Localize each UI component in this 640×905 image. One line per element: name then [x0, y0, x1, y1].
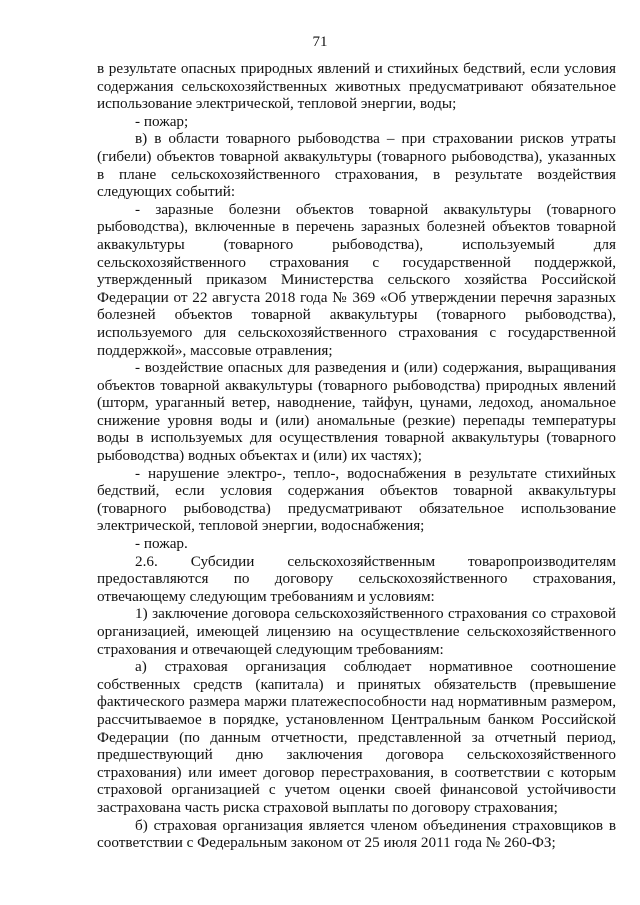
- page-number: 71: [312, 34, 328, 50]
- requirement-b: б) страховая организация является членом объединения страховщиков в соответствии с Федеральным законом от 25 июля 2011 года № 260-ФЗ;: [97, 816, 616, 852]
- section-2-6: 2.6. Субсидии сельскохозяйственным товаропроизводителям предоставляются по договору сельскохозяйственного страхования, отвечающему следующим требованиям и условиям:: [97, 552, 616, 605]
- list-item-contagious-diseases: - заразные болезни объектов товарной аквакультуры (товарного рыбоводства), включенные в перечень заразных болезней объектов товарной аквакультуры (товарного рыбоводства), используемый для сельскохозяйственного страхования с государственной поддержкой, утвержденный приказом Министерства сельского хозяйства Российской Федерации от 22 августа 2018 года № 369 «Об утверждении перечня заразных болезней объектов товарной аквакультуры (товарного рыбоводства), используемого для сельскохозяйственного страхования с государственной поддержкой», массовые отравления;: [97, 200, 616, 359]
- list-item-utilities-disruption: - нарушение электро-, тепло-, водоснабжения в результате стихийных бедствий, если условия содержания объектов товарной аквакультуры (товарного рыбоводства) предусматривают обязательное использование электрической, тепловой энергии, водоснабжения;: [97, 464, 616, 535]
- list-item-fire-2: - пожар.: [135, 535, 188, 553]
- document-body: [97, 60, 616, 852]
- requirement-a: а) страховая организация соблюдает нормативное соотношение собственных средств (капитала) и принятых обязательств (превышение фактического размера маржи платежеспособности над нормативным размером, рассчитываемое в порядке, установленном Центральным банком Российской Федерации (по данным отчетности, представленной за отчетный период, предшествующий дню заключения договора сельскохозяйственного страхования) или имеет договор перестрахования, в соответствии с которым страховой организацией с учетом оценки своей финансовой устойчивости застрахована часть риска страховой выплаты по договору страхования;: [97, 658, 616, 816]
- requirement-1: 1) заключение договора сельскохозяйственного страхования со страховой организацией, имеющей лицензию на осуществление сельскохозяйственного страхования и отвечающей следующим требованиям:: [97, 605, 616, 658]
- paragraph-fish-farming: в) в области товарного рыбоводства – при страховании рисков утраты (гибели) объектов товарной аквакультуры (товарного рыбоводства), указанных в плане сельскохозяйственного страхования, в результате воздействия следующих событий:: [97, 130, 616, 201]
- list-item-fire: - пожар;: [135, 112, 189, 130]
- list-item-natural-phenomena: - воздействие опасных для разведения и (или) содержания, выращивания объектов товарной аквакультуры (товарного рыбоводства) природных явлений (шторм, ураганный ветер, наводнение, тайфун, цунами, ледоход, аномальное снижение уровня воды и (или) аномальные (резкие) перепады температуры воды в используемых для осуществления товарной аквакультуры (товарного рыбоводства) водных объектах и (или) их частях);: [97, 359, 616, 465]
- paragraph-continuation: в результате опасных природных явлений и стихийных бедствий, если условия содержания сельскохозяйственных животных предусматривают обязательное использование электрической, тепловой энергии, воды;: [97, 60, 616, 113]
